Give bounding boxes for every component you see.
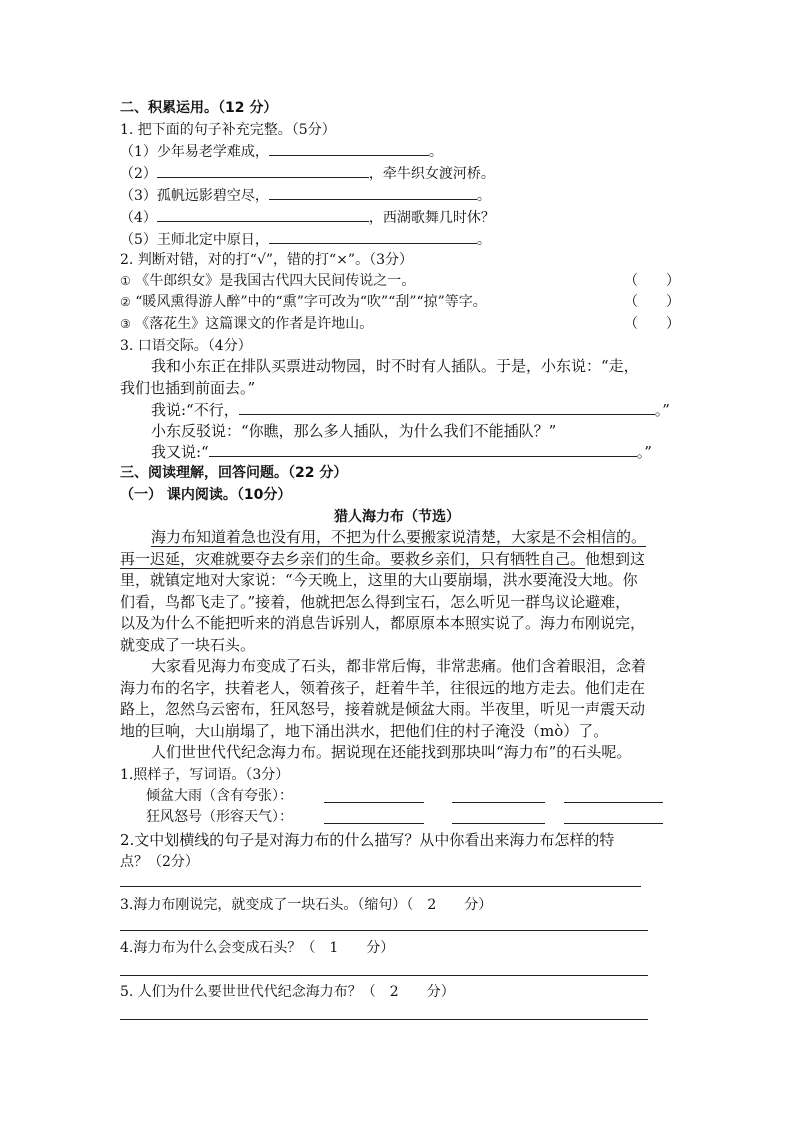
q1-item-2 xyxy=(120,163,495,184)
answer-line[interactable] xyxy=(120,975,648,976)
paragraph-line: 地的巨响，大山崩塌了，地下涌出洪水，把他们住的村子淹没（mò）了。 xyxy=(120,721,609,740)
paragraph-line: 海力布的名字，扶着老人，领着孩子，赶着牛羊，往很远的地方走去。他们走在 xyxy=(120,678,646,697)
answer-blank[interactable] xyxy=(157,207,369,222)
answer-line[interactable] xyxy=(564,823,663,824)
say-prefix: 我又说:“ xyxy=(151,443,209,461)
say-suffix: 。” xyxy=(636,443,652,461)
section3-heading: 三、阅读理解，回答问题。（22 分） xyxy=(120,465,348,481)
paragraph-line xyxy=(120,549,673,571)
item-number: ③ xyxy=(120,317,131,331)
paragraph-line: 们看，鸟都飞走了。”接着，他就把怎么得到宝石，怎么听见一群鸟议论避难， xyxy=(120,592,631,611)
answer-paren[interactable]: （ ） xyxy=(624,273,680,289)
passage-paragraph-3 xyxy=(120,742,673,764)
paragraph-line: 路上，忽然乌云密布，狂风怒号，接着就是倾盆大雨。半夜里，听见一声震天动 xyxy=(120,700,646,718)
q2-item-3 xyxy=(120,314,373,334)
answer-line[interactable] xyxy=(120,886,641,887)
answer-blank[interactable] xyxy=(269,229,477,244)
say-suffix: 。” xyxy=(654,401,670,419)
passage-paragraph-1 xyxy=(120,527,673,656)
section2-heading: 二、积累运用。（12 分） xyxy=(120,100,278,116)
item-number: （4） xyxy=(120,210,157,226)
q1-item-1 xyxy=(120,141,443,162)
answer-paren[interactable]: （ ） xyxy=(624,294,680,310)
paragraph-line: 以及为什么不能把听来的消息告诉别人，都原原本本照实说了。海力布刚说完， xyxy=(120,614,646,632)
item-number: （3） xyxy=(120,188,157,204)
q3-paragraph-line2: 我们也插到前面去。” xyxy=(120,379,256,397)
answer-line[interactable] xyxy=(564,802,663,803)
q3-say-1 xyxy=(151,400,670,420)
rq3: 3.海力布刚说完，就变成了一块石头。（缩句）（ 2 分） xyxy=(120,897,493,913)
item-text: “暖风熏得游人醉”中的“熏”字可改为“吹”“刮”“掠”等字。 xyxy=(135,294,487,310)
plain-text: 他想到这 xyxy=(585,549,646,568)
answer-line[interactable] xyxy=(452,802,545,803)
rq2-line2: 点？（2分） xyxy=(120,854,199,870)
q3-title: 3. 口语交际。（4分） xyxy=(120,338,252,354)
answer-line[interactable] xyxy=(324,802,424,803)
say-prefix: 我说:“不行， xyxy=(151,401,239,419)
answer-blank[interactable] xyxy=(269,141,429,156)
answer-line[interactable] xyxy=(120,930,648,931)
rq5: 5. 人们为什么要世世代代纪念海力布？（ 2 分） xyxy=(120,984,455,1000)
item-number: ① xyxy=(120,274,131,288)
answer-blank[interactable] xyxy=(239,400,655,415)
item-prefix: 少年易老学难成， xyxy=(156,144,269,160)
rq4: 4.海力布为什么会变成石头？（ 1 分） xyxy=(120,940,395,956)
q2-item-1 xyxy=(120,271,415,291)
item-text: 《牛郎织女》是我国古代四大民间传说之一。 xyxy=(135,273,416,289)
q3-retort: 小东反驳说：“你瞧，那么多人插队，为什么我们不能插队？” xyxy=(151,422,557,440)
item-suffix: ，西湖歌舞几时休？ xyxy=(368,210,495,226)
paragraph-line: 里，就镇定地对大家说：“今天晚上，这里的大山要崩塌，洪水要淹没大地。你 xyxy=(120,571,638,589)
item-suffix: 。 xyxy=(476,188,491,204)
paragraph-line: 就变成了一块石头。 xyxy=(120,635,256,654)
item-number: （1） xyxy=(120,144,157,160)
q2-title: 2. 判断对错，对的打“√”，错的打“×”。（3分） xyxy=(120,252,413,268)
q1-item-3 xyxy=(120,185,491,206)
item-suffix: 。 xyxy=(428,144,443,160)
answer-line[interactable] xyxy=(452,823,545,824)
item-number: （2） xyxy=(120,166,157,182)
rq1-title: 1.照样子，写词语。（3分） xyxy=(120,767,290,783)
underlined-sentence xyxy=(120,527,673,549)
q1-item-4 xyxy=(120,207,495,228)
q3-paragraph-line1: 我和小东正在排队买票进动物园，时不时有人插队。于是，小东说：“走， xyxy=(151,357,639,375)
item-prefix: 王师北定中原日， xyxy=(156,232,269,248)
q1-title: 1. 把下面的句子补充完整。（5分） xyxy=(120,122,336,138)
item-suffix: 。 xyxy=(476,232,491,248)
section3-subheading: （一） 课内阅读。（10分） xyxy=(120,487,292,503)
q3-say-2 xyxy=(151,442,652,462)
rq2-line1: 2.文中划横线的句子是对海力布的什么描写？从中你看出来海力布怎样的特 xyxy=(120,831,615,849)
passage-title: 猎人海力布（节选） xyxy=(334,509,460,525)
answer-paren[interactable]: （ ） xyxy=(624,316,680,332)
paragraph-line: 大家看见海力布变成了石头，都非常后悔，非常悲痛。他们含着眼泪，念着 xyxy=(151,657,647,675)
q2-item-2 xyxy=(120,292,487,312)
underlined-text: 海力布知道着急也没有用，不把为什么要搬家说清楚，大家是不会相信的。 xyxy=(151,528,647,546)
rq1-row2-label: 狂风怒号（形容天气）： xyxy=(146,809,293,825)
underlined-text: 再一迟延，灾难就要夺去乡亲们的生命。要救乡亲们，只有牺牲自己。 xyxy=(120,549,586,568)
passage-paragraph-2 xyxy=(120,656,673,742)
answer-line[interactable] xyxy=(120,1019,648,1020)
answer-blank[interactable] xyxy=(209,442,637,457)
item-text: 《落花生》这篇课文的作者是许地山。 xyxy=(135,316,374,332)
answer-blank[interactable] xyxy=(269,185,477,200)
item-number: ② xyxy=(120,295,131,309)
answer-line[interactable] xyxy=(324,823,424,824)
item-prefix: 孤帆远影碧空尽， xyxy=(156,188,269,204)
rq1-row1-label: 倾盆大雨（含有夸张）： xyxy=(146,788,293,804)
q1-item-5 xyxy=(120,229,491,250)
item-number: （5） xyxy=(120,232,157,248)
answer-blank[interactable] xyxy=(157,163,369,178)
item-suffix: ，牵牛织女渡河桥。 xyxy=(368,166,495,182)
paragraph-line: 人们世世代代纪念海力布。据说现在还能找到那块叫“海力布”的石头呢。 xyxy=(151,743,632,761)
